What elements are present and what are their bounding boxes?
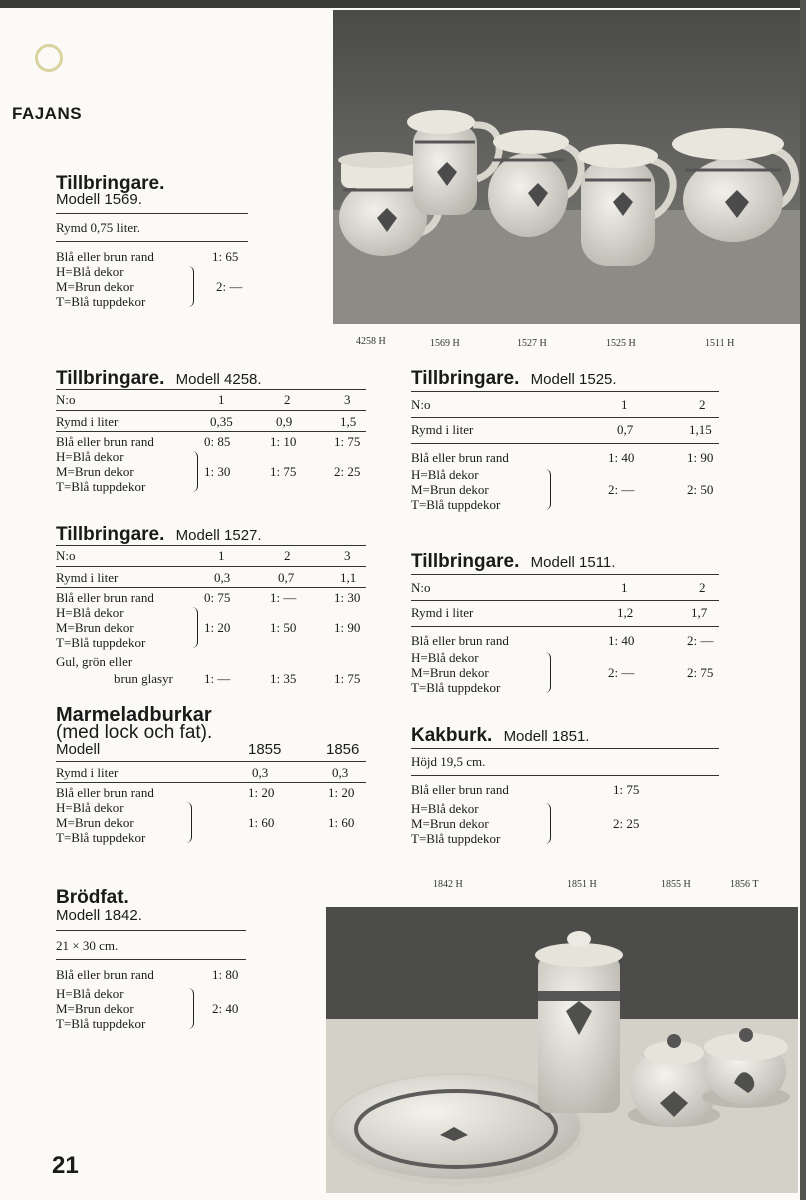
model-label: Modell [56, 741, 101, 758]
rand-price-2: 1: 10 [270, 434, 297, 449]
product-1525 [411, 368, 719, 512]
rand-price-1: 1: 40 [608, 450, 635, 465]
dekor-h: H=Blå dekor [56, 986, 124, 1001]
section-label: FAJANS [12, 104, 83, 123]
marmalade-jar-1856 [702, 1028, 790, 1108]
dekor-price-1: 1: 30 [204, 464, 231, 479]
dekor-price: 2: — [216, 279, 243, 294]
brace [545, 803, 551, 844]
photo-caption-4258: 4258 H [356, 336, 386, 347]
dekor-t: T=Blå tuppdekor [411, 497, 501, 512]
product-title: Tillbringare. [56, 524, 165, 545]
dekor-price: 2: 25 [613, 816, 640, 831]
no-2: 2 [699, 397, 706, 412]
capacity-2: 0,9 [276, 414, 293, 429]
no-label: N:o [411, 397, 431, 412]
rand-label: Blå eller brun rand [411, 633, 509, 648]
product-title: Tillbringare. [56, 173, 165, 194]
glasyr-price-3: 1: 75 [334, 671, 361, 686]
product-1569 [56, 173, 248, 309]
dekor-price-3: 1: 90 [334, 620, 361, 635]
rand-label: Blå eller brun rand [56, 249, 154, 264]
product-brodfat [56, 887, 246, 1031]
product-subtitle: (med lock och fat). [56, 722, 213, 743]
rand-price-3: 1: 75 [334, 434, 361, 449]
product-model: Modell 1569. [56, 191, 142, 208]
dekor-h: H=Blå dekor [56, 605, 124, 620]
rand-price-2: 1: 90 [687, 450, 714, 465]
no-1: 1 [621, 580, 628, 595]
dekor-t: T=Blå tuppdekor [411, 680, 501, 695]
dekor-price: 2: 40 [212, 1001, 239, 1016]
page-top-edge [0, 0, 806, 8]
dekor-h: H=Blå dekor [56, 449, 124, 464]
rand-label: Blå eller brun rand [411, 782, 509, 797]
capacity-label: Rymd i liter [56, 414, 119, 429]
rand-price-3: 1: 30 [334, 590, 361, 605]
model-1856: 1856 [326, 741, 360, 758]
dekor-m: M=Brun dekor [56, 279, 134, 294]
capacity-1: 0,3 [214, 570, 231, 585]
page-right-edge [800, 0, 806, 1200]
binder-hole [35, 44, 63, 72]
brace [545, 652, 551, 693]
no-label: N:o [56, 392, 76, 407]
photo-caption-1525: 1525 H [606, 338, 636, 349]
product-model: Modell 1511. [530, 554, 616, 571]
dekor-m: M=Brun dekor [56, 1001, 134, 1016]
dekor-price-3: 2: 25 [334, 464, 361, 479]
glasyr-label-2: brun glasyr [114, 671, 173, 686]
capacity-2: 0,7 [278, 570, 295, 585]
dekor-h: H=Blå dekor [56, 264, 124, 279]
brace [545, 469, 551, 510]
no-1: 1 [218, 392, 225, 407]
rand-label: Blå eller brun rand [56, 785, 154, 800]
dekor-t: T=Blå tuppdekor [56, 479, 146, 494]
dekor-m: M=Brun dekor [56, 464, 134, 479]
product-model: Modell 4258. [175, 371, 262, 388]
capacity-2: 0,3 [332, 765, 349, 780]
cookie-jar-1851 [535, 931, 623, 1113]
model-1855: 1855 [248, 741, 282, 758]
rand-label: Blå eller brun rand [56, 434, 154, 449]
photo-caption-1856: 1856 T [730, 879, 759, 890]
no-2: 2 [284, 548, 291, 563]
rand-price-2: 1: 20 [328, 785, 355, 800]
page-number: 21 [52, 1152, 79, 1179]
capacity-label: Rymd i liter [56, 765, 119, 780]
capacity-2: 1,15 [689, 422, 712, 437]
pitchers-photo [333, 10, 800, 324]
rand-price-1: 1: 20 [248, 785, 275, 800]
product-model: Modell 1842. [56, 907, 142, 924]
product-title: Tillbringare. [411, 551, 520, 572]
brace [188, 266, 194, 307]
dekor-price-1: 1: 20 [204, 620, 231, 635]
dekor-h: H=Blå dekor [411, 801, 479, 816]
size: 21 × 30 cm. [56, 938, 119, 953]
pitchers-illustration [333, 10, 800, 324]
dekor-m: M=Brun dekor [411, 665, 489, 680]
rand-price: 1: 65 [212, 249, 239, 264]
product-title: Tillbringare. [411, 368, 520, 389]
rand-price-2: 1: — [270, 590, 297, 605]
no-label: N:o [411, 580, 431, 595]
dekor-price-2: 1: 75 [270, 464, 297, 479]
capacity-1: 0,3 [252, 765, 269, 780]
glasyr-price-2: 1: 35 [270, 671, 297, 686]
product-model: Modell 1525. [530, 371, 617, 388]
product-title: Brödfat. [56, 887, 129, 908]
rand-price: 1: 75 [613, 782, 640, 797]
rand-price: 1: 80 [212, 967, 239, 982]
product-title: Marmeladburkar [56, 704, 212, 726]
capacity-label: Rymd i liter [56, 570, 119, 585]
dekor-t: T=Blå tuppdekor [56, 294, 146, 309]
no-3: 3 [344, 548, 351, 563]
dekor-h: H=Blå dekor [411, 467, 479, 482]
ceramics-illustration [326, 907, 798, 1193]
no-2: 2 [284, 392, 291, 407]
rand-price-1: 0: 85 [204, 434, 231, 449]
photo-caption-1851: 1851 H [567, 879, 597, 890]
rand-label: Blå eller brun rand [56, 590, 154, 605]
no-label: N:o [56, 548, 76, 563]
no-1: 1 [621, 397, 628, 412]
brace [186, 802, 192, 843]
capacity-3: 1,1 [340, 570, 357, 585]
capacity-label: Rymd i liter [411, 605, 474, 620]
product-1511 [411, 551, 719, 695]
photo-caption-1842: 1842 H [433, 879, 463, 890]
dekor-price-1: 2: — [608, 482, 635, 497]
dekor-h: H=Blå dekor [411, 650, 479, 665]
no-3: 3 [344, 392, 351, 407]
dekor-price-1: 2: — [608, 665, 635, 680]
dekor-m: M=Brun dekor [411, 816, 489, 831]
rand-label: Blå eller brun rand [56, 967, 154, 982]
dekor-price-2: 1: 50 [270, 620, 297, 635]
photo-caption-1511: 1511 H [705, 338, 735, 349]
rand-price-1: 0: 75 [204, 590, 231, 605]
glasyr-label-1: Gul, grön eller [56, 654, 133, 669]
dekor-h: H=Blå dekor [56, 800, 124, 815]
capacity-3: 1,5 [340, 414, 357, 429]
dekor-t: T=Blå tuppdekor [56, 830, 146, 845]
product-marmeladburkar [56, 704, 366, 845]
photo-caption-1855: 1855 H [661, 879, 691, 890]
capacity-1: 1,2 [617, 605, 634, 620]
dekor-price-2: 1: 60 [328, 815, 355, 830]
rand-price-1: 1: 40 [608, 633, 635, 648]
ceramics-photo [326, 907, 798, 1193]
brace [188, 988, 194, 1029]
dekor-m: M=Brun dekor [56, 815, 134, 830]
product-kakburk [411, 725, 719, 846]
product-model: Modell 1851. [503, 728, 590, 745]
product-4258 [56, 368, 366, 494]
brace [192, 607, 198, 648]
height: Höjd 19,5 cm. [411, 754, 486, 769]
capacity-1: 0,7 [617, 422, 634, 437]
glasyr-price-1: 1: — [204, 671, 231, 686]
photo-caption-1527: 1527 H [517, 338, 547, 349]
dekor-t: T=Blå tuppdekor [56, 635, 146, 650]
capacity-1: 0,35 [210, 414, 233, 429]
product-title: Tillbringare. [56, 368, 165, 389]
no-1: 1 [218, 548, 225, 563]
no-2: 2 [699, 580, 706, 595]
capacity: Rymd 0,75 liter. [56, 220, 140, 235]
rand-label: Blå eller brun rand [411, 450, 509, 465]
photo-caption-1569: 1569 H [430, 338, 460, 349]
dekor-price-2: 2: 50 [687, 482, 714, 497]
dekor-price-1: 1: 60 [248, 815, 275, 830]
rand-price-2: 2: — [687, 633, 714, 648]
product-model: Modell 1527. [175, 527, 262, 544]
brace [192, 451, 198, 492]
dekor-price-2: 2: 75 [687, 665, 714, 680]
capacity-2: 1,7 [691, 605, 708, 620]
product-1527 [56, 524, 366, 686]
dekor-t: T=Blå tuppdekor [56, 1016, 146, 1031]
product-title: Kakburk. [411, 725, 493, 746]
dekor-m: M=Brun dekor [56, 620, 134, 635]
capacity-label: Rymd i liter [411, 422, 474, 437]
dekor-t: T=Blå tuppdekor [411, 831, 501, 846]
dekor-m: M=Brun dekor [411, 482, 489, 497]
